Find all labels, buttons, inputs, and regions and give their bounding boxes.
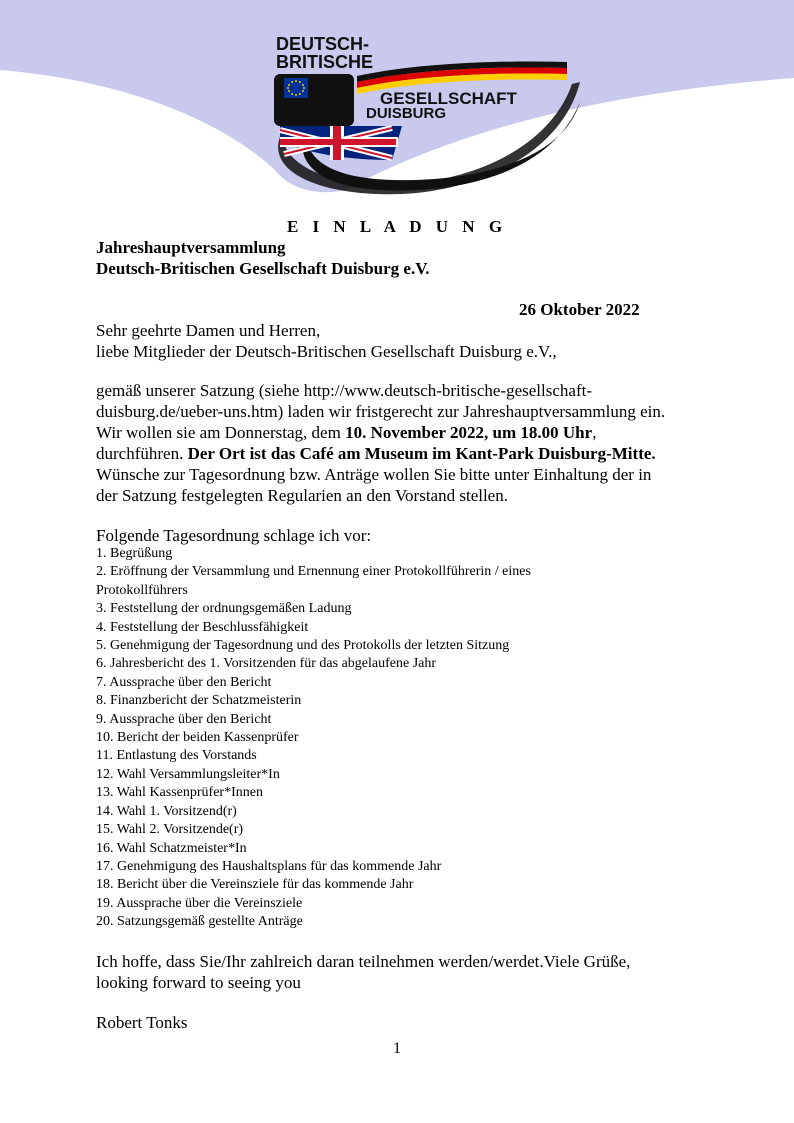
- agenda-item: 17. Genehmigung des Haushaltsplans für das kommende Jahr: [96, 858, 442, 874]
- letter-date: 26 Oktober 2022: [519, 300, 640, 319]
- closing-line2: looking forward to seeing you: [96, 973, 301, 992]
- agenda-item: 20. Satzungsgemäß gestellte Anträge: [96, 914, 303, 930]
- agenda-item: 2. Eröffnung der Versammlung und Ernennung einer Protokollführerin / eines: [96, 564, 531, 580]
- logo-text-line1: DEUTSCH-: [276, 34, 369, 54]
- greeting-line1: Sehr geehrte Damen und Herren,: [96, 321, 321, 340]
- logo-text-line2: BRITISCHE: [276, 52, 374, 72]
- agenda-item: 8. Finanzbericht der Schatzmeisterin: [96, 693, 302, 709]
- agenda-item: 11. Entlastung des Vorstands: [96, 748, 257, 764]
- agenda-intro: Folgende Tagesordnung schlage ich vor:: [96, 526, 372, 545]
- society-logo: [262, 22, 582, 197]
- body-line4: [96, 444, 656, 464]
- agenda-item: 18. Bericht über die Vereinsziele für das kommende Jahr: [96, 877, 414, 893]
- agenda-item: 15. Wahl 2. Vorsitzende(r): [96, 822, 244, 838]
- meeting-datetime: 10. November 2022, um 18.00 Uhr: [345, 423, 593, 442]
- uk-flag-icon: [280, 126, 402, 160]
- agenda-item: Protokollführers: [96, 582, 188, 598]
- agenda-item: 19. Aussprache über die Vereinsziele: [96, 895, 303, 911]
- subtitle-meeting: Jahreshauptversammlung: [96, 238, 286, 257]
- agenda-item: 12. Wahl Versammlungsleiter*In: [96, 766, 280, 782]
- agenda-item: 16. Wahl Schatzmeister*In: [96, 840, 247, 856]
- agenda-list: [96, 545, 531, 932]
- body-line5: Wünsche zur Tagesordnung bzw. Anträge wollen Sie bitte unter Einhaltung der in: [96, 465, 652, 484]
- body-line3-text: Wir wollen sie am Donnerstag, dem: [96, 423, 346, 442]
- agenda-item: 7. Aussprache über den Bericht: [96, 674, 272, 690]
- logo-text-line3: GESELLSCHAFT: [380, 89, 517, 108]
- agenda-item: 6. Jahresbericht des 1. Vorsitzenden für das abgelaufene Jahr: [96, 656, 437, 672]
- subtitle-society: Deutsch-Britischen Gesellschaft Duisburg e.V.: [96, 259, 430, 278]
- agenda-item: 1. Begrüßung: [96, 546, 173, 561]
- body-line4-text: durchführen.: [96, 444, 188, 463]
- logo-text-line4: DUISBURG: [366, 105, 447, 122]
- agenda-item: 13. Wahl Kassenprüfer*Innen: [96, 785, 263, 801]
- body-line3: [96, 423, 596, 443]
- agenda-item: 5. Genehmigung der Tagesordnung und des Protokolls der letzten Sitzung: [96, 638, 510, 654]
- meeting-location: Der Ort ist das Café am Museum im Kant-Park Duisburg-Mitte.: [187, 444, 656, 463]
- agenda-item: 14. Wahl 1. Vorsitzend(r): [96, 803, 237, 819]
- signature-name: Robert Tonks: [96, 1013, 188, 1032]
- body-line1: gemäß unserer Satzung (siehe http://www.deutsch-britische-gesellschaft-: [96, 381, 592, 400]
- invitation-title: E I N L A D U N G: [286, 217, 508, 236]
- body-line6: der Satzung festgelegten Regularien an den Vorstand stellen.: [96, 486, 508, 505]
- agenda-item: 3. Feststellung der ordnungsgemäßen Ladung: [96, 601, 352, 617]
- body-line3-comma: ,: [592, 423, 597, 442]
- body-line2: duisburg.de/ueber-uns.htm) laden wir fristgerecht zur Jahreshauptversammlung ein.: [96, 402, 666, 421]
- page-number: 1: [393, 1040, 401, 1057]
- agenda-item: 4. Feststellung der Beschlussfähigkeit: [96, 619, 309, 635]
- greeting-line2: liebe Mitglieder der Deutsch-Britischen Gesellschaft Duisburg e.V.,: [96, 342, 557, 361]
- agenda-item: 10. Bericht der beiden Kassenprüfer: [96, 730, 299, 746]
- closing-line1: Ich hoffe, dass Sie/Ihr zahlreich daran teilnehmen werden/werdet.Viele Grüße,: [96, 952, 631, 971]
- agenda-item: 9. Aussprache über den Bericht: [96, 711, 272, 727]
